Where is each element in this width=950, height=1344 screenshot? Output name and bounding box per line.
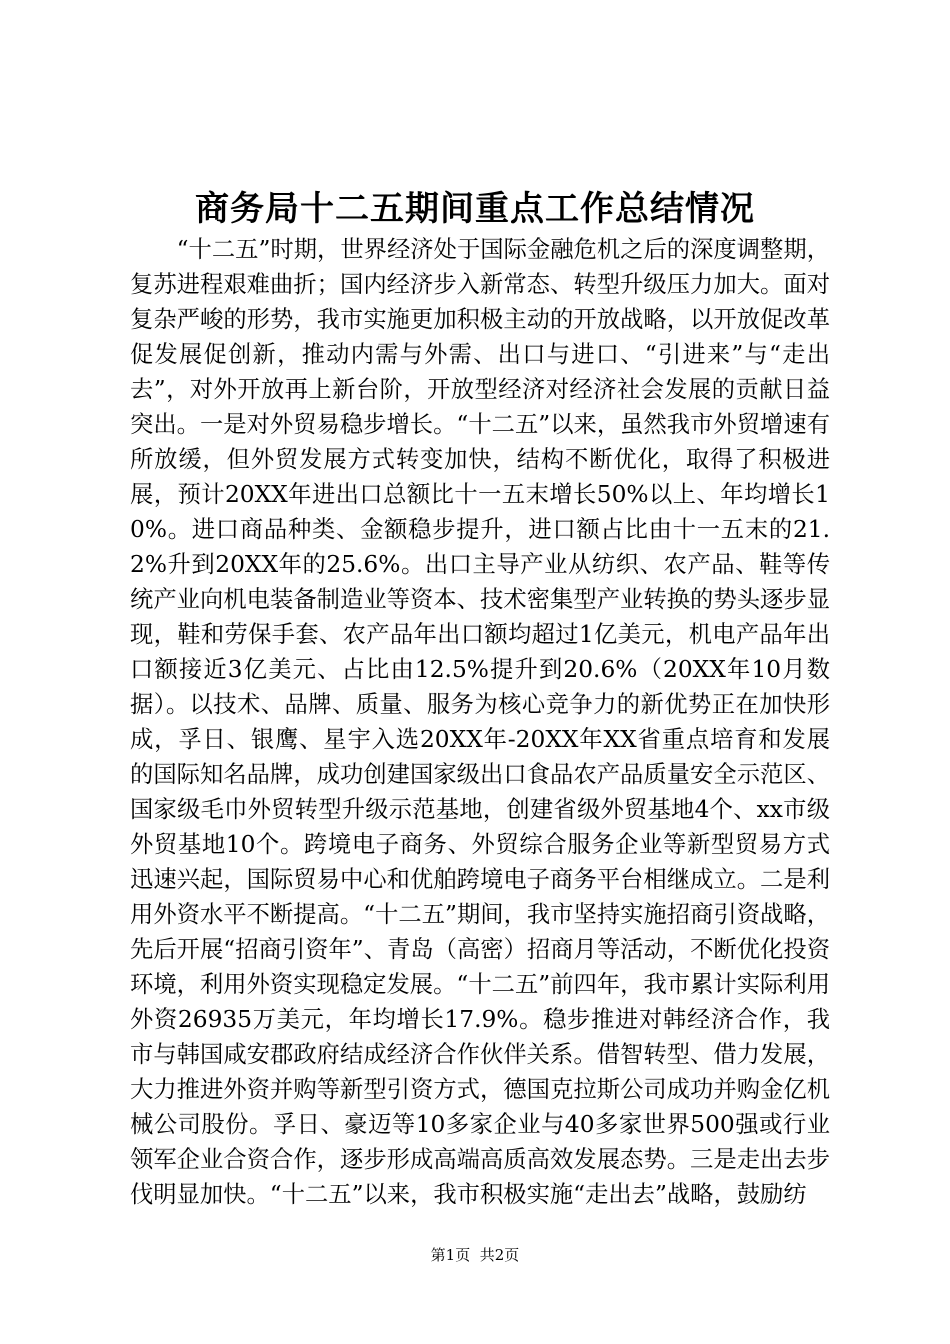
page-total: 共2页: [479, 1246, 520, 1264]
document-title: 商务局十二五期间重点工作总结情况: [195, 189, 755, 229]
page-footer: [0, 1245, 950, 1265]
document-body: “十二五”时期，世界经济处于国际金融危机之后的深度调整期，复苏进程艰难曲折；国内经济步入新常态、转型升级压力加大。面对复杂严峻的形势，我市实施更加积极主动的开放战略，以开放促改革促发展促创新，推动内需与外需、出口与进口、“引进来”与“走出去”，对外开放再上新台阶，开放型经济对经济社会发展的贡献日益突出。一是对外贸易稳步增长。“十二五”以来，虽然我市外贸增速有所放缓，但外贸发展方式转变加快，结构不断优化，取得了积极进展，预计20XX年进出口总额比十一五末增长50%以上、年均增长10%。进口商品种类、金额稳步提升，进口额占比由十一五末的21.2%升到20XX年的25.6%。出口主导产业从纺织、农产品、鞋等传统产业向机电装备制造业等资本、技术密集型产业转换的势头逐步显现，鞋和劳保手套、农产品年出口额均超过1亿美元，机电产品年出口额接近3亿美元、占比由12.5%提升到20.6%（20XX年10月数据）。以技术、品牌、质量、服务为核心竞争力的新优势正在加快形成，孚日、银鹰、星宇入选20XX年-20XX年XX省重点培育和发展的国际知名品牌，成功创建国家级出口食品农产品质量安全示范区、国家级毛巾外贸转型升级示范基地，创建省级外贸基地4个、xx市级外贸基地10个。跨境电子商务、外贸综合服务企业等新型贸易方式迅速兴起，国际贸易中心和优舶跨境电子商务平台相继成立。二是利用外资水平不断提高。“十二五”期间，我市坚持实施招商引资战略，先后开展“招商引资年”、青岛（高密）招商月等活动，不断优化投资环境，利用外资实现稳定发展。“十二五”前四年，我市累计实际利用外资26935万美元，年均增长17.9%。稳步推进对韩经济合作，我市与韩国咸安郡政府结成经济合作伙伴关系。借智转型、借力发展，大力推进外资并购等新型引资方式，德国克拉斯公司成功并购金亿机械公司股份。孚日、豪迈等10多家企业与40多家世界500强或行业领军企业合资合作，逐步形成高端高质高效发展态势。三是走出去步伐明显加快。“十二五”以来，我市积极实施“走出去”战略，鼓励纺: [130, 236, 830, 1208]
page-number: 第1页: [430, 1246, 471, 1264]
